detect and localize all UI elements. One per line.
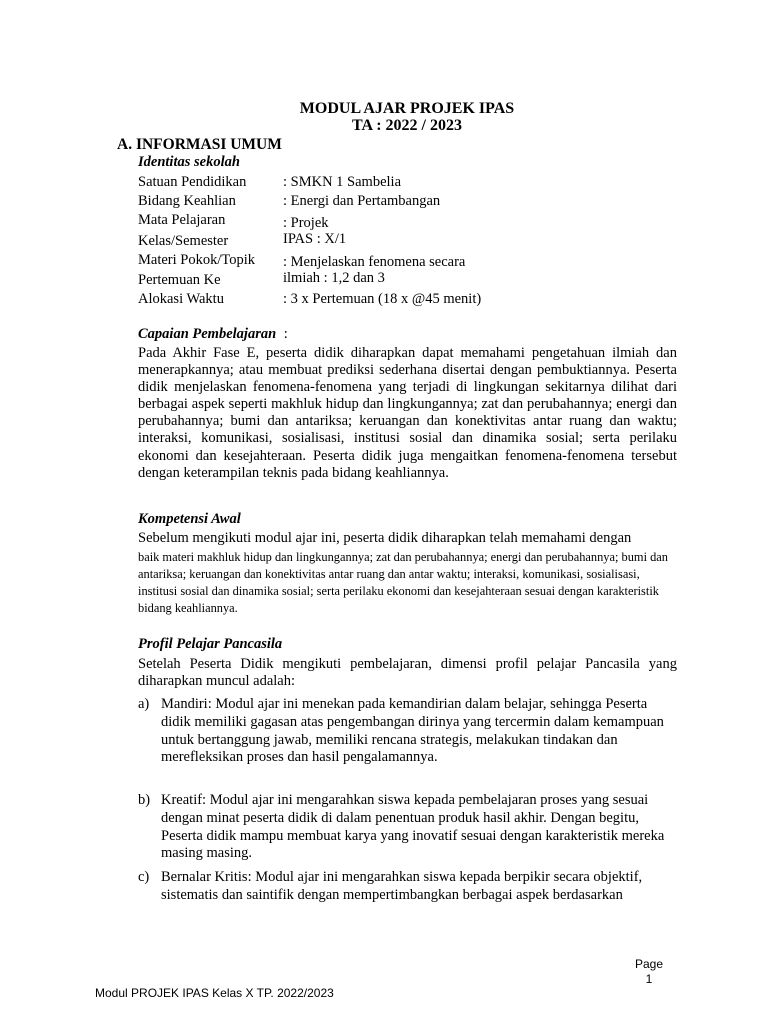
row-value: IPAS : X/1 [283, 231, 347, 247]
capaian-heading-text: Capaian Pembelajaran [138, 326, 277, 342]
row-label: Bidang Keahlian [138, 193, 236, 209]
row-label: Alokasi Waktu [138, 291, 224, 307]
section-a-heading: A. INFORMASI UMUM [117, 136, 282, 153]
footer-text: Modul PROJEK IPAS Kelas X TP. 2022/2023 [95, 986, 334, 1000]
capaian-paragraph: Pada Akhir Fase E, peserta didik diharapkan dapat memahami pengetahuan ilmiah dan menerapkannya; atau membuat prediksi sederhana disertai dengan pembuktiannya. Peserta didik menjelaskan fenomena-fenomena yang terjadi di lingkungan sekitarnya dilihat dari berbagai aspek seperti makhluk hidup dan lingkungannya; zat dan perubahannya; energi dan perubahannya; bumi dan antariksa; keruangan dan konektivitas antar ruang dan waktu; interaksi, komunikasi, sosialisasi, institusi sosial dan dinamika sosial; serta perilaku ekonomi dan kesejahteraan. Peserta didik juga mengaitkan fenomena-fenomena tersebut dengan keterampilan teknis pada bidang keahliannya. [138, 345, 677, 481]
page-number-value: 1 [645, 972, 653, 986]
list-item [138, 696, 677, 767]
page-label: Page [634, 957, 664, 971]
identity-heading: Identitas sekolah [138, 154, 240, 170]
row-value: : SMKN 1 Sambelia [283, 174, 402, 190]
row-value: : Menjelaskan fenomena secara [283, 254, 466, 270]
list-marker: a) [138, 696, 150, 712]
list-item-text: Kreatif: Modul ajar ini mengarahkan siswa kepada pembelajaran proses yang sesuai dengan minat peserta didik di dalam penentuan produk hasil akhir. Dengan begitu, Peserta didik mampu membuat karya yang inovatif sesuai dengan karakteristik mereka masing masing. [161, 792, 665, 862]
row-value: : 3 x Pertemuan (18 x @45 menit) [283, 291, 482, 307]
document-title: MODUL AJAR PROJEK IPAS [299, 100, 515, 117]
row-label: Materi Pokok/Topik [138, 252, 255, 268]
kompetensi-first-line: Sebelum mengikuti modul ajar ini, peserta didik diharapkan telah memahami dengan [138, 530, 632, 546]
row-label: Kelas/Semester [138, 233, 229, 249]
row-value: ilmiah : 1,2 dan 3 [283, 270, 385, 286]
row-value: : Energi dan Pertambangan [283, 193, 441, 209]
capaian-colon: : [283, 326, 288, 342]
list-item [138, 869, 677, 905]
list-item-text: Mandiri: Modul ajar ini menekan pada kemandirian dalam belajar, sehingga Peserta didik memiliki gagasan atas pengembangan dirinya yang tercermin dalam kemampuan untuk bertanggung jawab, memiliki rencana strategis, melakukan tindakan dan merefleksikan proses dan hasil pengalamannya. [161, 696, 664, 766]
page-number [629, 957, 669, 987]
profil-heading: Profil Pelajar Pancasila [138, 636, 283, 652]
list-marker: b) [138, 792, 151, 808]
academic-year: TA : 2022 / 2023 [352, 117, 462, 134]
list-item [138, 792, 677, 863]
capaian-heading [138, 326, 288, 343]
kompetensi-paragraph: baik materi makhluk hidup dan lingkungannya; zat dan perubahannya; energi dan perubahannya; bumi dan antariksa; keruangan dan konektivitas antar ruang dan antar waktu; interaksi, komunikasi, sosialisasi, institusi sosial dan dinamika sosial; serta perilaku ekonomi dan kesejahteraan sesuai dengan karakteristik bidang keahliannya. [138, 550, 668, 616]
list-marker: c) [138, 869, 150, 885]
row-label: Mata Pelajaran [138, 212, 226, 228]
profil-intro: Setelah Peserta Didik mengikuti pembelajaran, dimensi profil pelajar Pancasila yang diharapkan muncul adalah: [138, 656, 677, 690]
row-label: Pertemuan Ke [138, 272, 221, 288]
list-item-text: Bernalar Kritis: Modul ajar ini mengarahkan siswa kepada berpikir secara objektif, sistematis dan saintifik dengan mempertimbangkan berbagai aspek berdasarkan [161, 869, 643, 903]
kompetensi-heading: Kompetensi Awal [138, 511, 241, 527]
row-label: Satuan Pendidikan [138, 174, 247, 190]
row-value: : Projek [283, 215, 329, 231]
